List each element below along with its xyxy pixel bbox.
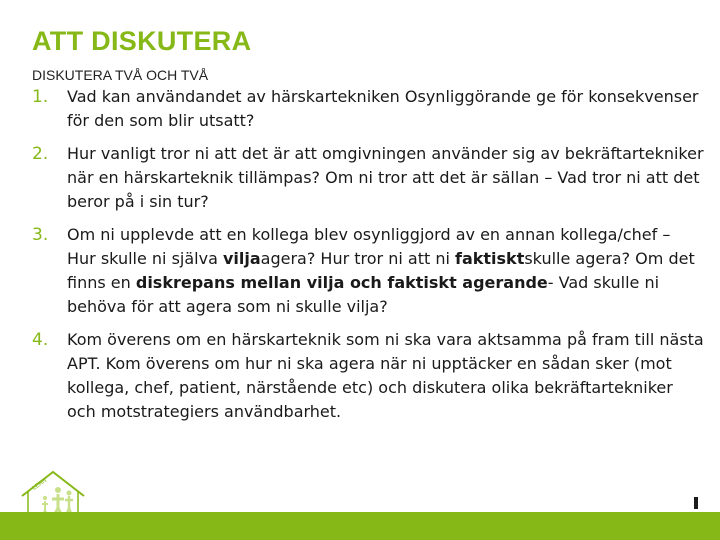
item-text <box>67 225 695 316</box>
discussion-list <box>32 85 704 433</box>
item-number: 2. <box>32 144 49 164</box>
list-item <box>32 85 704 133</box>
item-number: 3. <box>32 225 49 245</box>
slide-subtitle: DISKUTERA TVÅ OCH TVÅ <box>32 67 209 83</box>
text-segment: agera? Hur tror ni att ni <box>260 249 455 268</box>
logo-text: LEAN <box>31 477 48 492</box>
text-segment: - Vad skulle ni behöva för att agera som ni skulle vilja? <box>67 273 660 316</box>
text-segment: skulle agera? Om det finns en <box>67 249 695 292</box>
list-item <box>32 328 704 424</box>
list-item <box>32 142 704 214</box>
text-segment: Hur vanligt tror ni att det är att omgivningen använder sig av bekräftartekniker när en härskarteknik tillämpas? Om ni tror att det är sällan – Vad tror ni att det beror på i sin tur? <box>67 144 704 211</box>
footer-text: VAD VI GÖR OCH HUR <box>8 524 98 533</box>
item-text <box>67 330 704 421</box>
item-number: 1. <box>32 87 49 107</box>
text-segment: Om ni upplevde att en kollega blev osynliggjord av en annan kollega/chef – Hur skulle ni själva <box>67 225 671 268</box>
emphasis-text: faktiskt <box>455 249 525 268</box>
list-item <box>32 223 704 319</box>
slide-title: ATT DISKUTERA <box>32 26 252 56</box>
item-text <box>67 144 704 211</box>
emphasis-text: vilja <box>222 249 261 268</box>
footer-bar <box>0 512 720 540</box>
item-number: 4. <box>32 330 49 350</box>
item-text <box>67 87 699 130</box>
emphasis-text: diskrepans mellan vilja och faktiskt agerande <box>135 273 548 292</box>
text-segment: Kom överens om en härskarteknik som ni ska vara aktsamma på fram till nästa APT. Kom överens om hur ni ska agera när ni upptäcker en sådan sker (mot kollega, chef, patient, närstående etc) och diskutera olika bekräftartekniker och motstrategiers användbarhet. <box>67 330 704 421</box>
page-marker <box>694 497 698 509</box>
text-segment: Vad kan användandet av härskartekniken Osynliggörande ge för konsekvenser för den som blir utsatt? <box>67 87 699 130</box>
